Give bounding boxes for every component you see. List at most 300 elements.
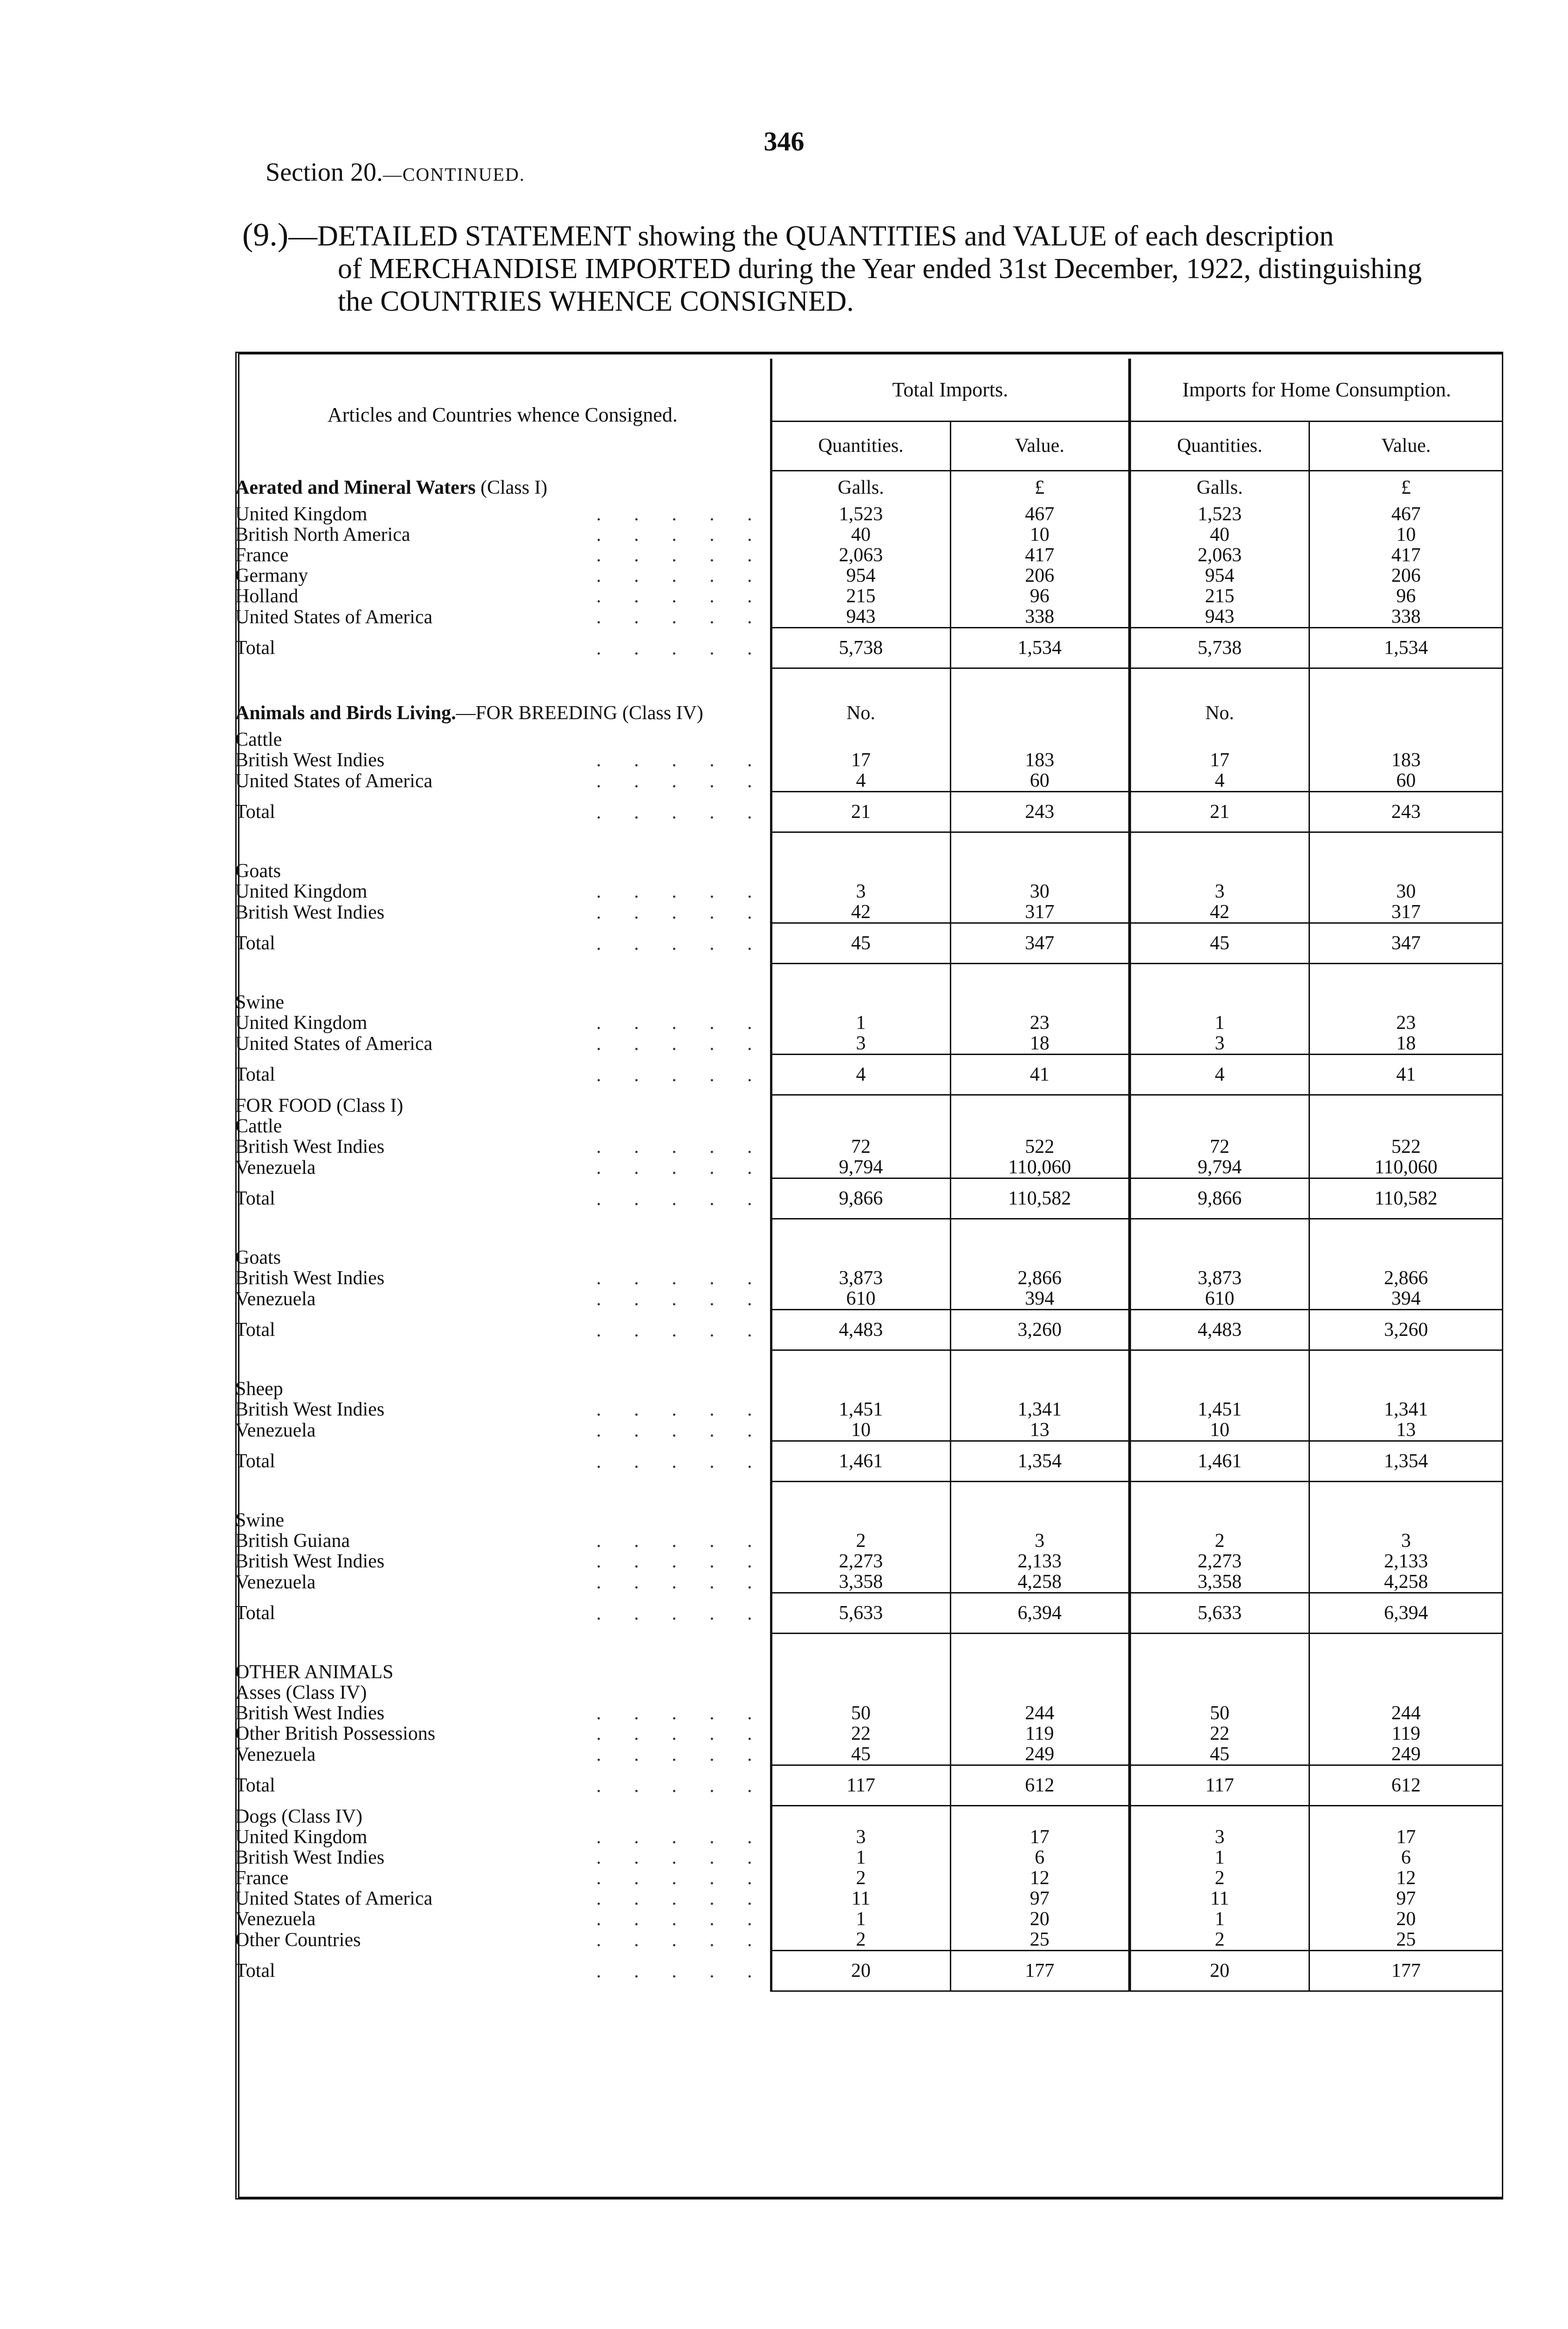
row-label (235, 1095, 771, 1116)
country-name: United Kingdom (235, 1826, 368, 1848)
category-class: (Class I) (480, 477, 547, 498)
table-row (235, 586, 1502, 606)
value-cell (950, 1350, 1130, 1379)
row-label (235, 770, 771, 792)
country-name: Holland (235, 585, 299, 607)
value-cell: 21 (771, 791, 950, 832)
row-label (235, 668, 771, 697)
row-label (235, 791, 771, 832)
row-label (235, 923, 771, 963)
dot-leaders: . . . . . (596, 770, 766, 792)
value-cell: 13 (950, 1420, 1130, 1441)
total-row (235, 923, 1502, 963)
value-cell (1309, 1481, 1502, 1510)
value-cell: 943 (771, 606, 950, 628)
value-cell: 13 (1396, 1419, 1416, 1441)
dot-leaders: . . . . . (596, 585, 766, 607)
value-cell: 17 (1396, 1826, 1416, 1848)
table-row (235, 1827, 1502, 1847)
dot-leaders: . . . . . (596, 1723, 766, 1744)
value-cell: 215 (1130, 586, 1309, 606)
value-cell (950, 1510, 1130, 1531)
column-header-value: Value. (950, 422, 1130, 470)
value-cell: 183 (1391, 749, 1421, 771)
value-cell: 177 (1309, 1950, 1502, 1991)
section-title: Section 20. (266, 158, 383, 187)
country-name: Venezuela (235, 1908, 316, 1930)
value-cell: No. (1130, 697, 1309, 729)
row-label (235, 1399, 771, 1420)
value-cell: 215 (771, 586, 950, 606)
group-row (235, 1247, 1502, 1268)
row-label (235, 1909, 771, 1929)
value-cell: 610 (1130, 1288, 1309, 1310)
row-label (235, 1572, 771, 1593)
dot-leaders: . . . . . (596, 524, 766, 545)
row-label (235, 1765, 771, 1805)
page-number: 346 (764, 126, 804, 157)
row-label (235, 1013, 771, 1033)
table-row (235, 1399, 1502, 1420)
category-class: (Class I) (336, 1095, 403, 1117)
group-row (235, 992, 1502, 1013)
country-name: Venezuela (235, 1572, 316, 1593)
value-cell: 23 (950, 1013, 1130, 1033)
row-label (235, 1350, 771, 1379)
value-cell: 10 (950, 524, 1130, 545)
row-label (235, 1868, 771, 1888)
value-cell (1130, 1379, 1309, 1399)
table-row (235, 1723, 1502, 1744)
value-cell: 2 (771, 1929, 950, 1951)
row-label (235, 832, 771, 861)
value-cell (1309, 1116, 1502, 1137)
value-cell: 1,523 (1130, 504, 1309, 524)
total-row (235, 1054, 1502, 1095)
value-cell: 1,534 (950, 627, 1130, 668)
row-label (235, 606, 771, 628)
value-cell (950, 1662, 1130, 1682)
value-cell (1130, 1116, 1309, 1137)
country-name: United Kingdom (235, 503, 368, 525)
value-cell (1130, 1633, 1309, 1662)
value-cell: £ (950, 470, 1130, 504)
value-cell: 3,358 (771, 1572, 950, 1593)
value-cell (950, 1682, 1130, 1703)
group-row (235, 729, 1502, 750)
table-row (235, 524, 1502, 545)
value-cell (1309, 1662, 1502, 1682)
column-header-quantities: Quantities. (1130, 422, 1309, 470)
spacer-row (235, 668, 1502, 697)
group-label: Goats (235, 1246, 281, 1268)
total-label: Total (235, 801, 275, 823)
value-cell: 6,394 (950, 1593, 1130, 1633)
value-cell (950, 697, 1130, 729)
table-row (235, 1531, 1502, 1551)
value-cell: 417 (950, 545, 1130, 565)
value-cell (1309, 1682, 1502, 1703)
value-cell: 467 (950, 504, 1130, 524)
value-cell (771, 1805, 950, 1827)
value-cell: 1 (1130, 1847, 1309, 1868)
value-cell (771, 1510, 950, 1531)
value-cell: 117 (771, 1765, 950, 1805)
value-cell: 10 (1396, 524, 1416, 545)
row-label (235, 902, 771, 923)
dot-leaders: . . . . . (596, 1420, 766, 1441)
heading-line-3: the COUNTRIES WHENCE CONSIGNED. (338, 286, 854, 317)
value-cell: 5,738 (771, 627, 950, 668)
value-cell: 2,133 (950, 1551, 1130, 1572)
value-cell (1130, 963, 1309, 992)
row-label (235, 1510, 771, 1531)
value-cell: 2 (771, 1868, 950, 1888)
value-cell: 96 (1396, 585, 1416, 607)
value-cell: 244 (1391, 1702, 1421, 1724)
value-cell (771, 1481, 950, 1510)
group-label: Cattle (235, 1115, 282, 1137)
dot-leaders: . . . . . (596, 1550, 766, 1572)
table-row (235, 1572, 1502, 1593)
value-cell: 4,258 (950, 1572, 1130, 1593)
value-cell: 10 (1130, 1420, 1309, 1441)
value-cell (1130, 1510, 1309, 1531)
dot-leaders: . . . . . (596, 880, 766, 902)
value-cell: 1 (1130, 1909, 1309, 1929)
value-cell: 612 (1309, 1765, 1502, 1805)
country-name: Venezuela (235, 1420, 316, 1441)
value-cell: 1 (1130, 1013, 1309, 1033)
dot-leaders: . . . . . (596, 1929, 766, 1951)
value-cell (950, 1633, 1130, 1662)
value-cell: 1,354 (950, 1441, 1130, 1481)
value-cell: 3 (771, 881, 950, 902)
table-row (235, 1929, 1502, 1951)
value-cell: 22 (771, 1723, 950, 1744)
row-label (235, 1662, 771, 1682)
row-label (235, 1481, 771, 1510)
row-label (235, 545, 771, 565)
row-label (235, 1054, 771, 1095)
value-cell: 3 (1130, 1827, 1309, 1847)
value-cell: 42 (771, 902, 950, 923)
table-row (235, 1703, 1502, 1723)
country-name: United Kingdom (235, 880, 368, 902)
value-cell (1130, 1662, 1309, 1682)
row-label (235, 881, 771, 902)
value-cell (950, 992, 1130, 1013)
heading-line-2: of MERCHANDISE IMPORTED during the Year ended 31st December, 1922, distinguishing (338, 253, 1422, 285)
value-cell: 4 (1130, 770, 1309, 792)
value-cell: 40 (771, 524, 950, 545)
value-cell: £ (1401, 477, 1411, 498)
value-cell (771, 832, 950, 861)
value-cell: 3,873 (771, 1268, 950, 1288)
value-cell (771, 1633, 950, 1662)
value-cell: 2,273 (771, 1551, 950, 1572)
dot-leaders: . . . . . (596, 1033, 766, 1055)
table-row (235, 1013, 1502, 1033)
value-cell (1130, 1805, 1309, 1827)
value-cell: 6,394 (1309, 1593, 1502, 1633)
value-cell (1130, 1095, 1309, 1116)
total-row (235, 1950, 1502, 1991)
value-cell: 22 (1130, 1723, 1309, 1744)
group-row (235, 1682, 1502, 1703)
spacer-row (235, 963, 1502, 992)
total-label: Total (235, 932, 275, 954)
value-cell: 394 (950, 1288, 1130, 1310)
dot-leaders: . . . . . (596, 1451, 766, 1472)
value-cell: 2,866 (1384, 1267, 1428, 1289)
value-cell: 4 (1130, 1054, 1309, 1095)
column-header-quantities: Quantities. (771, 422, 950, 470)
value-cell (1309, 963, 1502, 992)
value-cell: 9,866 (1130, 1178, 1309, 1219)
value-cell (771, 1682, 950, 1703)
row-label (235, 1950, 771, 1991)
value-cell: 2,133 (1384, 1550, 1428, 1572)
value-cell: 2 (1130, 1929, 1309, 1951)
value-cell: 206 (950, 565, 1130, 586)
dot-leaders: . . . . . (596, 606, 766, 628)
table-body (235, 470, 1502, 1991)
value-cell: 12 (1396, 1867, 1416, 1889)
value-cell (771, 861, 950, 881)
dot-leaders: . . . . . (596, 1603, 766, 1624)
value-cell: 5,633 (771, 1593, 950, 1633)
value-cell (771, 1662, 950, 1682)
country-name: British West Indies (235, 1550, 385, 1572)
value-cell: 21 (1130, 791, 1309, 832)
row-label (235, 1827, 771, 1847)
total-label: Total (235, 1774, 275, 1796)
value-cell (1309, 1805, 1502, 1827)
value-cell: 243 (1309, 791, 1502, 832)
country-name: United States of America (235, 1887, 433, 1909)
value-cell: 3,873 (1130, 1268, 1309, 1288)
value-cell: 110,582 (950, 1178, 1130, 1219)
value-cell: 117 (1130, 1765, 1309, 1805)
dot-leaders: . . . . . (596, 1064, 766, 1086)
dot-leaders: . . . . . (596, 1775, 766, 1797)
value-cell: 4 (771, 1054, 950, 1095)
spacer-row (235, 832, 1502, 861)
dot-leaders: . . . . . (596, 933, 766, 954)
value-cell: Galls. (1130, 470, 1309, 504)
value-cell: 3 (1130, 1033, 1309, 1055)
table-row (235, 545, 1502, 565)
group-label: Sheep (235, 1378, 283, 1400)
value-cell: 2,866 (950, 1268, 1130, 1288)
value-cell (771, 1350, 950, 1379)
value-cell: 522 (1391, 1136, 1421, 1158)
total-label: Total (235, 1187, 275, 1209)
dot-leaders: . . . . . (596, 1572, 766, 1593)
value-cell: 347 (950, 923, 1130, 963)
country-name: British West Indies (235, 1136, 385, 1158)
value-cell (950, 861, 1130, 881)
value-cell (771, 992, 950, 1013)
country-name: British West Indies (235, 749, 385, 771)
value-cell (1309, 668, 1502, 697)
row-label (235, 586, 771, 606)
value-cell: 9,794 (771, 1157, 950, 1178)
row-label (235, 1420, 771, 1441)
value-cell (1309, 1633, 1502, 1662)
dot-leaders: . . . . . (596, 1012, 766, 1034)
value-cell: 1,341 (1384, 1398, 1428, 1420)
value-cell: 23 (1396, 1012, 1416, 1034)
dot-leaders: . . . . . (596, 1320, 766, 1341)
value-cell: 1,354 (1309, 1441, 1502, 1481)
column-header-value: Value. (1309, 422, 1502, 470)
value-cell: 244 (950, 1703, 1130, 1723)
row-label (235, 1033, 771, 1055)
value-cell: 4 (771, 770, 950, 792)
row-label (235, 1551, 771, 1572)
row-label (235, 1288, 771, 1310)
value-cell: 30 (1396, 880, 1416, 902)
total-label: Total (235, 1602, 275, 1624)
table-row (235, 1033, 1502, 1055)
table-row (235, 1909, 1502, 1929)
row-label (235, 729, 771, 750)
total-row (235, 1441, 1502, 1481)
value-cell: No. (771, 697, 950, 729)
value-cell (950, 1805, 1130, 1827)
spacer-row (235, 1350, 1502, 1379)
total-row (235, 1765, 1502, 1805)
row-label (235, 1268, 771, 1288)
value-cell: 1,451 (1130, 1399, 1309, 1420)
value-cell (950, 1247, 1130, 1268)
value-cell (1309, 832, 1502, 861)
value-cell: 3 (771, 1827, 950, 1847)
value-cell (1309, 1095, 1502, 1116)
value-cell: 5,738 (1130, 627, 1309, 668)
value-cell: 338 (950, 606, 1130, 628)
country-name: United States of America (235, 606, 433, 628)
row-label (235, 1137, 771, 1157)
table-row (235, 565, 1502, 586)
value-cell (950, 832, 1130, 861)
value-cell: 20 (1130, 1950, 1309, 1991)
row-label (235, 1379, 771, 1399)
group-row (235, 1510, 1502, 1531)
value-cell: 50 (1130, 1703, 1309, 1723)
country-name: Venezuela (235, 1288, 316, 1310)
table-row (235, 770, 1502, 792)
value-cell (1309, 1247, 1502, 1268)
value-cell: 110,060 (950, 1157, 1130, 1178)
dot-leaders: . . . . . (596, 1157, 766, 1178)
value-cell: 41 (950, 1054, 1130, 1095)
country-name: British North America (235, 524, 410, 545)
row-label (235, 750, 771, 770)
spacer-row (235, 1481, 1502, 1510)
row-label (235, 1723, 771, 1744)
value-cell: 3 (771, 1033, 950, 1055)
total-label: Total (235, 1063, 275, 1085)
value-cell: 338 (1391, 606, 1421, 627)
value-cell: 6 (1401, 1846, 1411, 1868)
column-header-articles: Articles and Countries whence Consigned. (235, 359, 771, 470)
value-cell: 317 (1391, 901, 1421, 923)
value-cell (1130, 1350, 1309, 1379)
table-row (235, 1847, 1502, 1868)
value-cell: Galls. (771, 470, 950, 504)
total-row (235, 791, 1502, 832)
value-cell: 5,633 (1130, 1593, 1309, 1633)
dot-leaders: . . . . . (596, 503, 766, 525)
table-row (235, 1551, 1502, 1572)
value-cell: 1,341 (950, 1399, 1130, 1420)
value-cell: 9,794 (1130, 1157, 1309, 1178)
heading-number: (9.) (242, 217, 289, 253)
value-cell: 954 (1130, 565, 1309, 586)
value-cell: 417 (1391, 544, 1421, 566)
value-cell: 4,483 (771, 1309, 950, 1350)
value-cell: 4,483 (1130, 1309, 1309, 1350)
value-cell: 3,260 (1309, 1309, 1502, 1350)
value-cell: 612 (950, 1765, 1130, 1805)
value-cell (771, 1219, 950, 1247)
value-cell: 45 (771, 1744, 950, 1765)
value-cell: 10 (771, 1420, 950, 1441)
dot-leaders: . . . . . (596, 1188, 766, 1210)
value-cell: 1 (771, 1013, 950, 1033)
value-cell: 50 (771, 1703, 950, 1723)
column-header-total-imports: Total Imports. (771, 359, 1130, 422)
row-label (235, 1888, 771, 1909)
country-name: United States of America (235, 1033, 433, 1055)
table-row (235, 1888, 1502, 1909)
value-cell: 25 (950, 1929, 1130, 1951)
country-name: France (235, 544, 289, 566)
table-row (235, 1420, 1502, 1441)
value-cell: 97 (1396, 1887, 1416, 1909)
row-label (235, 992, 771, 1013)
total-label: Total (235, 637, 275, 659)
units-row (235, 697, 1502, 729)
dot-leaders: . . . . . (596, 1826, 766, 1848)
section-label (266, 157, 525, 187)
value-cell: 610 (771, 1288, 950, 1310)
value-cell (950, 1481, 1130, 1510)
total-row (235, 627, 1502, 668)
value-cell (1130, 668, 1309, 697)
value-cell: 60 (950, 770, 1130, 792)
table-row (235, 902, 1502, 923)
value-cell: 2 (1130, 1868, 1309, 1888)
value-cell: 20 (950, 1909, 1130, 1929)
country-name: Venezuela (235, 1744, 316, 1765)
value-cell: 119 (950, 1723, 1130, 1744)
row-label (235, 470, 771, 504)
value-cell (950, 668, 1130, 697)
total-row (235, 1593, 1502, 1633)
value-cell (1309, 1219, 1502, 1247)
value-cell: 1,523 (771, 504, 950, 524)
dot-leaders: . . . . . (596, 1136, 766, 1158)
table-row (235, 1744, 1502, 1765)
value-cell: 6 (950, 1847, 1130, 1868)
group-row (235, 1116, 1502, 1137)
value-cell (1130, 832, 1309, 861)
value-cell: 72 (1130, 1137, 1309, 1157)
